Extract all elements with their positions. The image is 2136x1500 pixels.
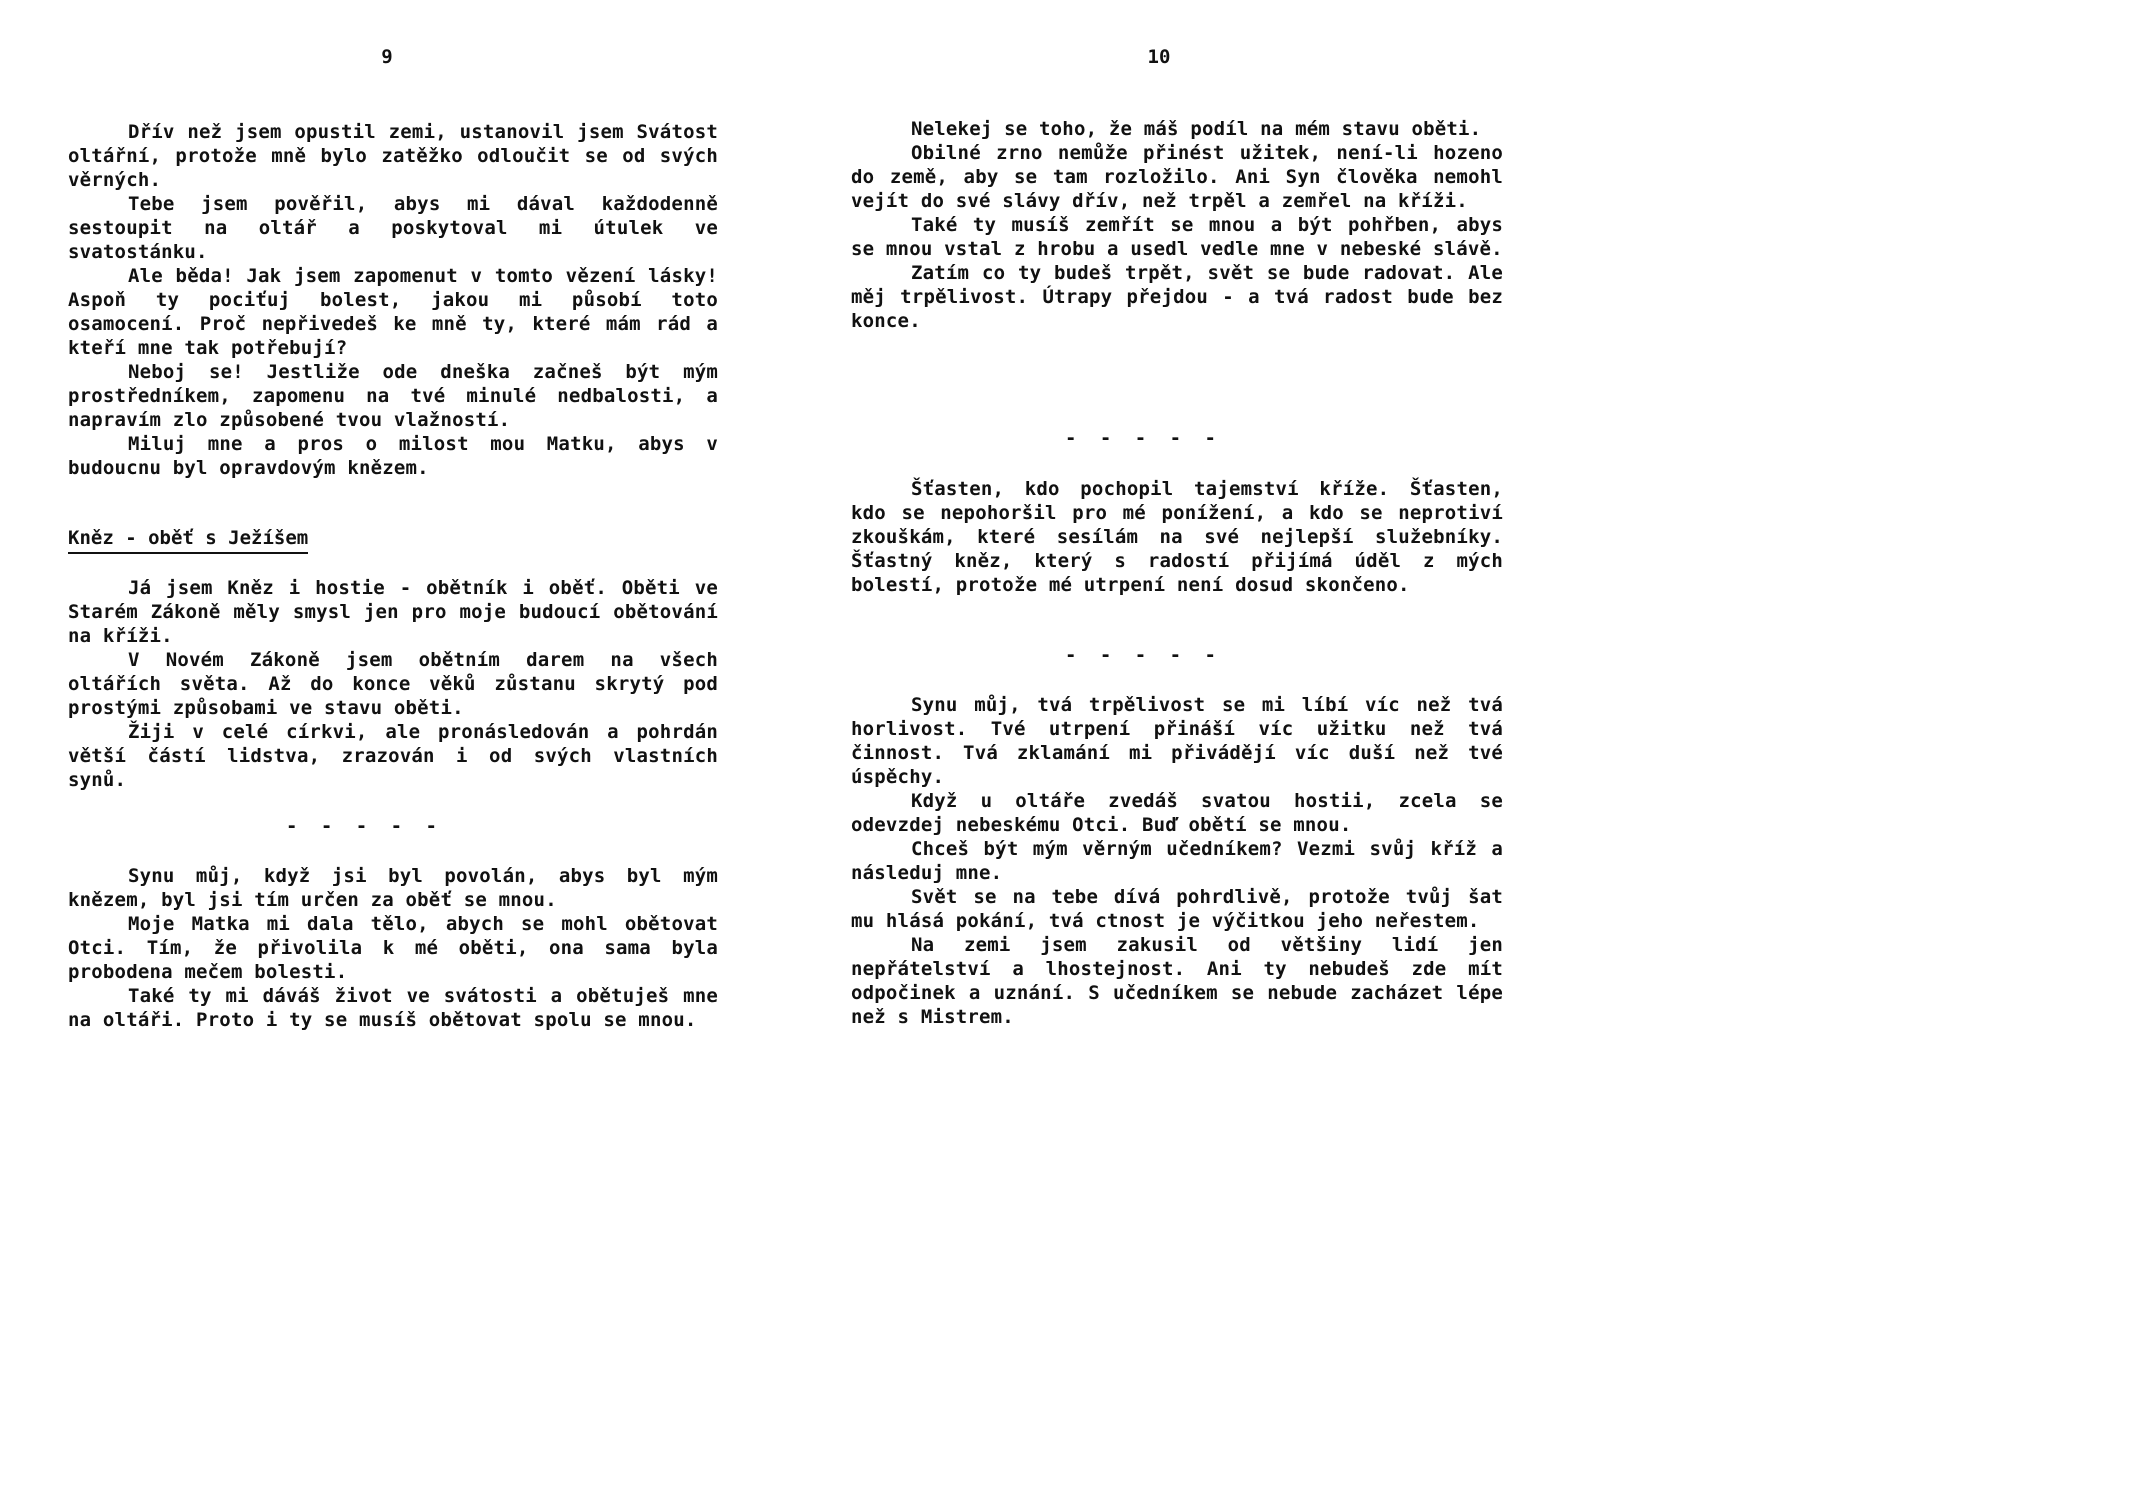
- paragraph: Na zemi jsem zakusil od většiny lidí jen nepřátelství a lhostejnost. Ani ty nebudeš zde mít odpočinek a uznání. S učedníkem se nebude zacházet lépe než s Mistrem.: [851, 934, 1503, 1028]
- text-block-1: [851, 117, 1503, 333]
- paragraph: Synu můj, když jsi byl povolán, abys byl mým knězem, byl jsi tím určen za oběť se mnou.: [68, 865, 718, 911]
- right-page: [851, 0, 1503, 1096]
- paragraph: Šťasten, kdo pochopil tajemství kříže. Šťasten, kdo se nepohoršil pro mé ponížení, a kdo se neprotiví zkouškám, které sesílám na své nejlepší služebníky. Šťastný kněz, který s radostí přijímá úděl z mých bolestí, protože mé utrpení není dosud skončeno.: [851, 478, 1503, 596]
- left-page: [68, 0, 718, 1096]
- paragraph: Také ty musíš zemřít se mnou a být pohřben, abys se mnou vstal z hrobu a usedl vedle mne v nebeské slávě.: [851, 214, 1503, 260]
- paragraph: Svět se na tebe dívá pohrdlivě, protože tvůj šat mu hlásá pokání, tvá ctnost je výčitkou jeho neřestem.: [851, 886, 1503, 932]
- page-number: 10: [1147, 46, 1171, 68]
- paragraph: Moje Matka mi dala tělo, abych se mohl obětovat Otci. Tím, že přivolila k mé oběti, ona sama byla probodena mečem bolesti.: [68, 913, 718, 983]
- paragraph: Když u oltáře zvedáš svatou hostii, zcela se odevzdej nebeskému Otci. Buď obětí se mnou.: [851, 790, 1503, 836]
- text-block-1: [68, 120, 718, 480]
- paragraph: Obilné zrno nemůže přinést užitek, není-li hozeno do země, aby se tam rozložilo. Ani Syn člověka nemohl vejít do své slávy dřív, než trpěl a zemřel na kříži.: [851, 142, 1503, 212]
- paragraph: Neboj se! Jestliže ode dneška začneš být mým prostředníkem, zapomenu na tvé minulé nedbalosti, a napravím zlo způsobené tvou vlažností.: [68, 361, 718, 431]
- paragraph: V Novém Zákoně jsem obětním darem na všech oltářích světa. Až do konce věků zůstanu skrytý pod prostými způsobami ve stavu oběti.: [68, 649, 718, 719]
- paragraph: Synu můj, tvá trpělivost se mi líbí víc než tvá horlivost. Tvé utrpení přináší víc užitku než tvá činnost. Tvá zklamání mi přivádějí víc duší než tvé úspěchy.: [851, 694, 1503, 788]
- paragraph: Chceš být mým věrným učedníkem? Vezmi svůj kříž a následuj mne.: [851, 838, 1503, 884]
- paragraph: Nelekej se toho, že máš podíl na mém stavu oběti.: [911, 118, 1482, 140]
- paragraph: Dřív než jsem opustil zemi, ustanovil jsem Svátost oltářní, protože mně bylo zatěžko odloučit se od svých věrných.: [68, 121, 718, 191]
- page-number: 9: [381, 46, 393, 68]
- text-block-2: [851, 477, 1503, 597]
- text-block-2: [68, 576, 718, 792]
- section-heading: Kněz - oběť s Ježíšem: [68, 526, 308, 554]
- separator: - - - - -: [1065, 427, 1222, 449]
- text-block-3: [851, 693, 1503, 1029]
- separator: - - - - -: [286, 815, 443, 837]
- paragraph: Já jsem Kněz i hostie - obětník i oběť. Oběti ve Starém Zákoně měly smysl jen pro moje budoucí obětování na kříži.: [68, 577, 718, 647]
- paragraph: Zatím co ty budeš trpět, svět se bude radovat. Ale měj trpělivost. Útrapy přejdou - a tvá radost bude bez konce.: [851, 262, 1503, 332]
- text-block-3: [68, 864, 718, 1032]
- paragraph: Také ty mi dáváš život ve svátosti a obětuješ mne na oltáři. Proto i ty se musíš obětovat spolu se mnou.: [68, 985, 718, 1031]
- separator: - - - - -: [1065, 644, 1222, 666]
- paragraph: Žiji v celé církvi, ale pronásledován a pohrdán větší částí lidstva, zrazován i od svých vlastních synů.: [68, 721, 718, 791]
- paragraph: Miluj mne a pros o milost mou Matku, abys v budoucnu byl opravdovým knězem.: [68, 433, 718, 479]
- paragraph: Ale běda! Jak jsem zapomenut v tomto vězení lásky! Aspoň ty pociťuj bolest, jakou mi působí toto osamocení. Proč nepřivedeš ke mně ty, které mám rád a kteří mne tak potřebují?: [68, 265, 718, 359]
- paragraph: Tebe jsem pověřil, abys mi dával každodenně sestoupit na oltář a poskytoval mi útulek ve svatostánku.: [68, 193, 718, 263]
